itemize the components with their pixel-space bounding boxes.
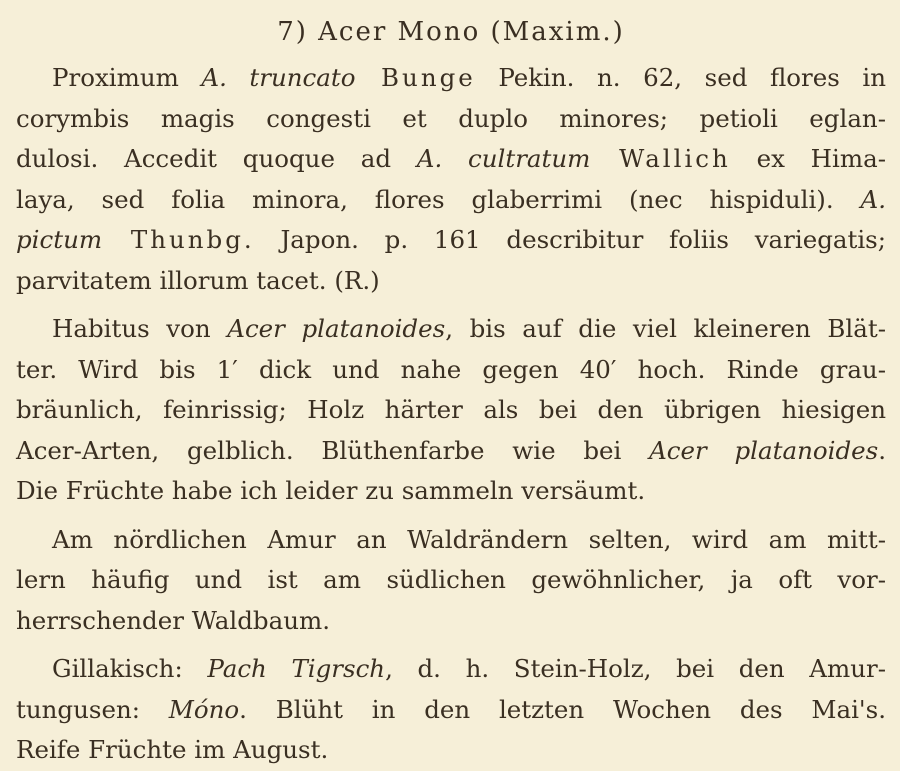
text-line [16,309,886,350]
text-run: Habitus von [52,314,228,343]
text-line: lern häufig und ist am südlichen gewöhnlicher, ja oft vor- [16,565,886,594]
text-line: corymbis magis congesti et duplo minores; petioli eglan- [16,103,886,133]
text-line: Die Früchte habe ich leider zu sammeln versäumt. [16,476,646,505]
text-line: bräunlich, feinrissig; Holz härter als bei den übrigen hiesigen [16,395,886,424]
paragraph-habitus [16,309,886,512]
paragraph-distribution [16,520,886,642]
species-heading: 7) Acer Mono (Maxim.) [277,17,625,47]
species-name: A. [860,184,886,214]
author-name: Thunbg. [102,225,255,254]
text-line [16,139,886,180]
text-line: Reife Früchte im August. [16,735,329,764]
text-line: parvitatem illorum tacet. (R.) [16,265,380,295]
paragraph-native-names [16,649,886,771]
text-line: Am nördlichen Amur an Waldrändern selten, wird am mitt- [52,524,886,554]
author-name: Bunge [355,63,476,92]
species-name: Acer platanoides [227,314,446,343]
text-run: , d. h. Stein-Holz, bei den Amur- [385,654,886,683]
text-run: Gillakisch: [52,654,208,683]
species-name: A. truncato [201,63,356,92]
text-run: dulosi. Accedit quoque ad [16,144,417,173]
text-line: herrschender Waldbaum. [16,605,331,635]
text-run: laya, sed folia minora, flores glaberrimi (nec hispiduli). [16,184,861,214]
text-run: Acer-Arten, gelblich. Blüthenfarbe wie bei [16,435,650,465]
text-run: tungusen: [16,694,169,724]
text-line [16,220,886,261]
text-line [16,180,886,221]
native-name: Pach Tigrsch [207,654,386,683]
paragraph-latin-diagnosis [16,58,886,301]
text-line: ter. Wird bis 1′ dick und nahe gegen 40′ hoch. Rinde grau- [16,354,886,384]
text-run: , bis auf die viel kleineren Blät- [445,314,886,343]
species-name: pictum [16,225,103,254]
text-run: Proximum [52,63,202,92]
author-name: Wallich [590,144,731,173]
text-run: . Blüht in den letzten Wochen des Mai's. [239,694,886,724]
text-line [16,58,886,99]
text-run: Japon. p. 161 describitur foliis variegatis; [254,225,886,254]
text-line [16,431,886,472]
native-name: Móno [168,694,240,724]
species-name: Acer platanoides [649,435,879,465]
text-run: ex Hima- [730,144,886,173]
text-line [16,690,886,731]
text-run: . [878,435,886,465]
text-line [16,649,886,690]
species-name: A. cultratum [416,144,591,173]
text-run: Pekin. n. 62, sed flores in [475,63,886,92]
